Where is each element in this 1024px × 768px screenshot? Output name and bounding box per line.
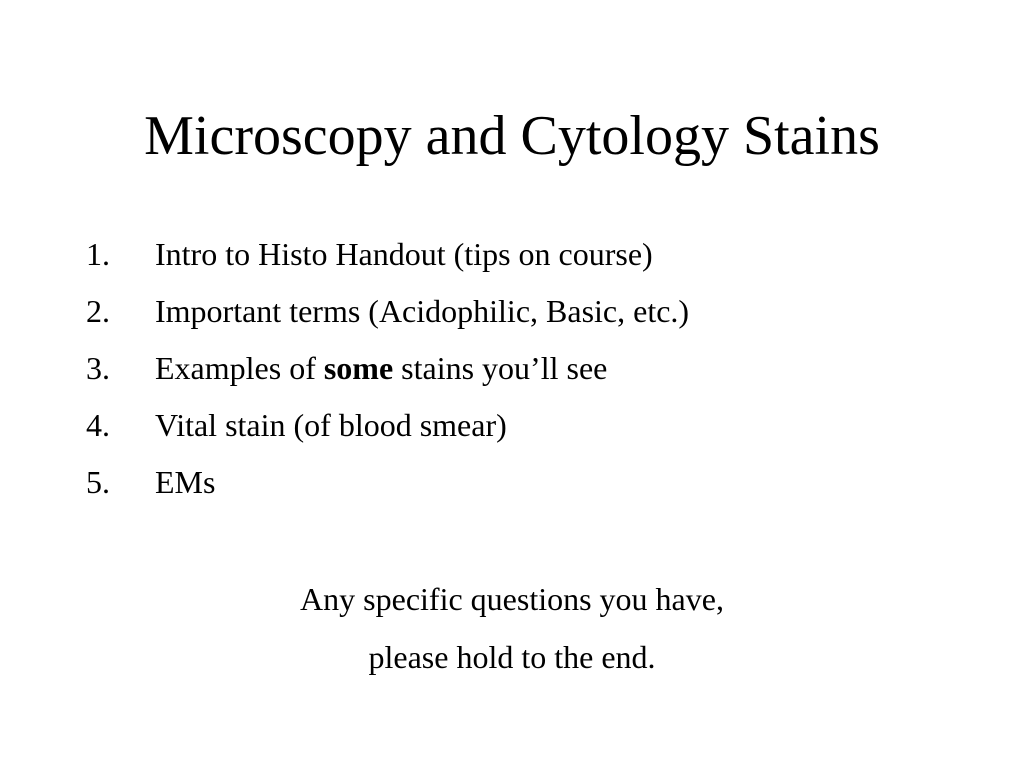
list-item bbox=[86, 397, 689, 454]
closing-line-1: Any specific questions you have, bbox=[300, 581, 724, 617]
list-item-text-after: stains you’ll see bbox=[393, 350, 608, 386]
list-item-text: Vital stain (of blood smear) bbox=[155, 407, 507, 443]
list-item-number: 1. bbox=[86, 236, 110, 272]
list-item-number: 5. bbox=[86, 464, 110, 500]
list-item bbox=[86, 454, 689, 511]
list-item-text: EMs bbox=[155, 464, 216, 500]
slide-title: Microscopy and Cytology Stains bbox=[144, 105, 880, 167]
list-item-text: Intro to Histo Handout (tips on course) bbox=[155, 236, 653, 272]
emphasis-text: some bbox=[323, 350, 394, 386]
list-item-text: Important terms (Acidophilic, Basic, etc.) bbox=[155, 293, 690, 329]
list-item bbox=[86, 340, 689, 397]
list-item bbox=[86, 283, 689, 340]
list-item-text bbox=[155, 340, 607, 397]
list-item bbox=[86, 226, 689, 283]
closing-line-2: please hold to the end. bbox=[368, 639, 656, 675]
list-item-number: 2. bbox=[86, 293, 110, 329]
agenda-list bbox=[86, 226, 689, 511]
list-item-number: 3. bbox=[86, 350, 110, 386]
list-item-number: 4. bbox=[86, 407, 110, 443]
list-item-text-before: Examples of bbox=[155, 350, 324, 386]
closing-note bbox=[0, 570, 1024, 686]
